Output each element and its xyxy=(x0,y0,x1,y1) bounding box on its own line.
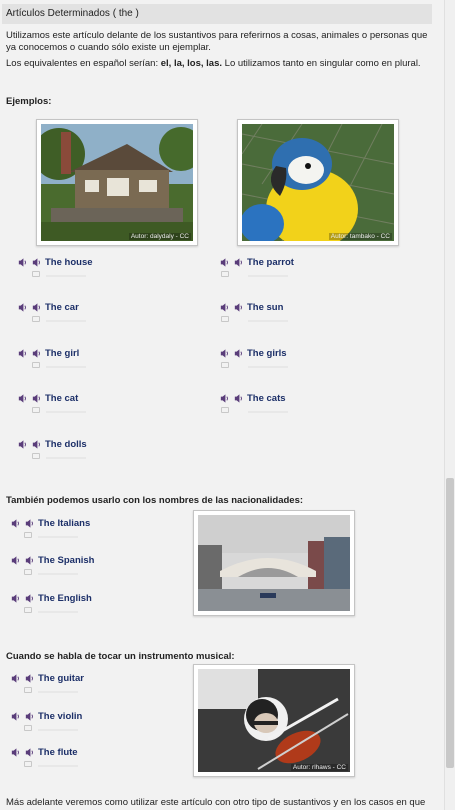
example-label[interactable]: The girl xyxy=(45,347,80,359)
answer-line xyxy=(46,275,86,277)
instruments-heading: Cuando se habla de tocar un instrumento musical: xyxy=(6,651,235,662)
example-sun[interactable] xyxy=(219,300,283,314)
answer-line xyxy=(38,611,78,613)
speaker-icon[interactable] xyxy=(31,348,42,359)
equivalents-suffix: Lo utilizamos tanto en singular como en plural. xyxy=(222,58,421,69)
speaker-slow-icon[interactable] xyxy=(17,302,28,313)
venice-image xyxy=(198,515,350,611)
speaker-icon[interactable] xyxy=(31,302,42,313)
nationalities-heading: También podemos usarlo con los nombres de las nacionalidades: xyxy=(6,495,304,506)
speaker-icon[interactable] xyxy=(24,673,35,684)
example-label[interactable]: The cat xyxy=(45,392,79,404)
checkbox-icon[interactable] xyxy=(24,687,32,693)
answer-line xyxy=(38,536,78,538)
scrollbar[interactable] xyxy=(444,0,455,810)
nationality-label[interactable]: The Italians xyxy=(38,517,91,529)
speaker-slow-icon[interactable] xyxy=(17,439,28,450)
speaker-icon[interactable] xyxy=(31,393,42,404)
speaker-icon[interactable] xyxy=(24,747,35,758)
speaker-icon[interactable] xyxy=(24,555,35,566)
instrument-guitar[interactable] xyxy=(10,671,84,685)
speaker-slow-icon[interactable] xyxy=(10,518,21,529)
checkbox-icon[interactable] xyxy=(221,407,229,413)
example-label[interactable]: The sun xyxy=(247,301,284,313)
speaker-slow-icon[interactable] xyxy=(17,348,28,359)
answer-line xyxy=(38,729,78,731)
instrument-label[interactable]: The guitar xyxy=(38,672,84,684)
checkbox-icon[interactable] xyxy=(32,453,40,459)
speaker-icon[interactable] xyxy=(24,518,35,529)
nationality-label[interactable]: The English xyxy=(38,592,92,604)
answer-line xyxy=(46,320,86,322)
speaker-slow-icon[interactable] xyxy=(10,555,21,566)
example-label[interactable]: The dolls xyxy=(45,438,87,450)
example-label[interactable]: The house xyxy=(45,256,93,268)
example-label[interactable]: The girls xyxy=(247,347,287,359)
answer-line xyxy=(248,366,288,368)
example-car[interactable] xyxy=(17,300,79,314)
examples-heading: Ejemplos: xyxy=(6,96,52,107)
nationality-label[interactable]: The Spanish xyxy=(38,554,95,566)
parrot-image xyxy=(242,124,394,241)
speaker-slow-icon[interactable] xyxy=(10,711,21,722)
instrument-label[interactable]: The violin xyxy=(38,710,83,722)
speaker-slow-icon[interactable] xyxy=(10,747,21,758)
speaker-icon[interactable] xyxy=(233,257,244,268)
page-title: Artículos Determinados ( the ) xyxy=(2,4,432,24)
example-dolls[interactable] xyxy=(17,437,87,451)
checkbox-icon[interactable] xyxy=(221,316,229,322)
checkbox-icon[interactable] xyxy=(24,532,32,538)
speaker-icon[interactable] xyxy=(24,711,35,722)
violin-photo-credit: Autor: rlhaws - CC xyxy=(292,764,346,771)
example-label[interactable]: The cats xyxy=(247,392,286,404)
footer-text: Más adelante veremos como utilizar este artículo con otro tipo de sustantivos y en los casos en que xyxy=(6,797,426,808)
speaker-slow-icon[interactable] xyxy=(17,393,28,404)
answer-line xyxy=(248,411,288,413)
example-girl[interactable] xyxy=(17,346,79,360)
speaker-icon[interactable] xyxy=(233,302,244,313)
example-label[interactable]: The car xyxy=(45,301,79,313)
answer-line xyxy=(46,411,86,413)
example-house[interactable] xyxy=(17,255,93,269)
answer-line xyxy=(248,275,288,277)
example-cat[interactable] xyxy=(17,391,78,405)
speaker-slow-icon[interactable] xyxy=(219,257,230,268)
checkbox-icon[interactable] xyxy=(32,271,40,277)
speaker-icon[interactable] xyxy=(233,348,244,359)
speaker-slow-icon[interactable] xyxy=(10,593,21,604)
checkbox-icon[interactable] xyxy=(24,725,32,731)
violin-photo xyxy=(193,664,355,777)
speaker-icon[interactable] xyxy=(233,393,244,404)
nationality-italians[interactable] xyxy=(10,516,90,530)
speaker-icon[interactable] xyxy=(24,593,35,604)
equivalents-text xyxy=(6,58,430,70)
house-photo-credit: Autor: dalydaly - CC xyxy=(130,233,189,240)
example-label[interactable]: The parrot xyxy=(247,256,294,268)
speaker-slow-icon[interactable] xyxy=(219,302,230,313)
example-parrot[interactable] xyxy=(219,255,294,269)
speaker-slow-icon[interactable] xyxy=(10,673,21,684)
answer-line xyxy=(38,691,78,693)
checkbox-icon[interactable] xyxy=(24,569,32,575)
example-girls[interactable] xyxy=(219,346,287,360)
checkbox-icon[interactable] xyxy=(32,362,40,368)
venice-photo xyxy=(193,510,355,616)
answer-line xyxy=(38,765,78,767)
answer-line xyxy=(46,457,86,459)
checkbox-icon[interactable] xyxy=(221,362,229,368)
house-photo xyxy=(36,119,198,246)
intro-text: Utilizamos este artículo delante de los sustantivos para referirnos a cosas, animales o personas que ya conocemos o cuando sólo existe un ejemplar. xyxy=(6,30,428,53)
equivalents-bold: el, la, los, las. xyxy=(160,58,223,69)
answer-line xyxy=(248,320,288,322)
house-image xyxy=(41,124,193,241)
instrument-label[interactable]: The flute xyxy=(38,746,78,758)
nationality-spanish[interactable] xyxy=(10,553,94,567)
answer-line xyxy=(38,573,78,575)
example-cats[interactable] xyxy=(219,391,286,405)
checkbox-icon[interactable] xyxy=(24,761,32,767)
checkbox-icon[interactable] xyxy=(221,271,229,277)
equivalents-prefix: Los equivalentes en español serían: xyxy=(6,58,161,69)
nationality-english[interactable] xyxy=(10,591,92,605)
checkbox-icon[interactable] xyxy=(32,407,40,413)
answer-line xyxy=(46,366,86,368)
parrot-photo-credit: Autor: tambako - CC xyxy=(330,233,390,240)
speaker-slow-icon[interactable] xyxy=(219,348,230,359)
speaker-icon[interactable] xyxy=(31,257,42,268)
parrot-photo xyxy=(237,119,399,246)
checkbox-icon[interactable] xyxy=(32,316,40,322)
checkbox-icon[interactable] xyxy=(24,607,32,613)
speaker-slow-icon[interactable] xyxy=(219,393,230,404)
violin-image xyxy=(198,669,350,772)
speaker-slow-icon[interactable] xyxy=(17,257,28,268)
instrument-violin[interactable] xyxy=(10,709,82,723)
instrument-flute[interactable] xyxy=(10,745,78,759)
scrollbar-thumb[interactable] xyxy=(446,478,454,768)
speaker-icon[interactable] xyxy=(31,439,42,450)
